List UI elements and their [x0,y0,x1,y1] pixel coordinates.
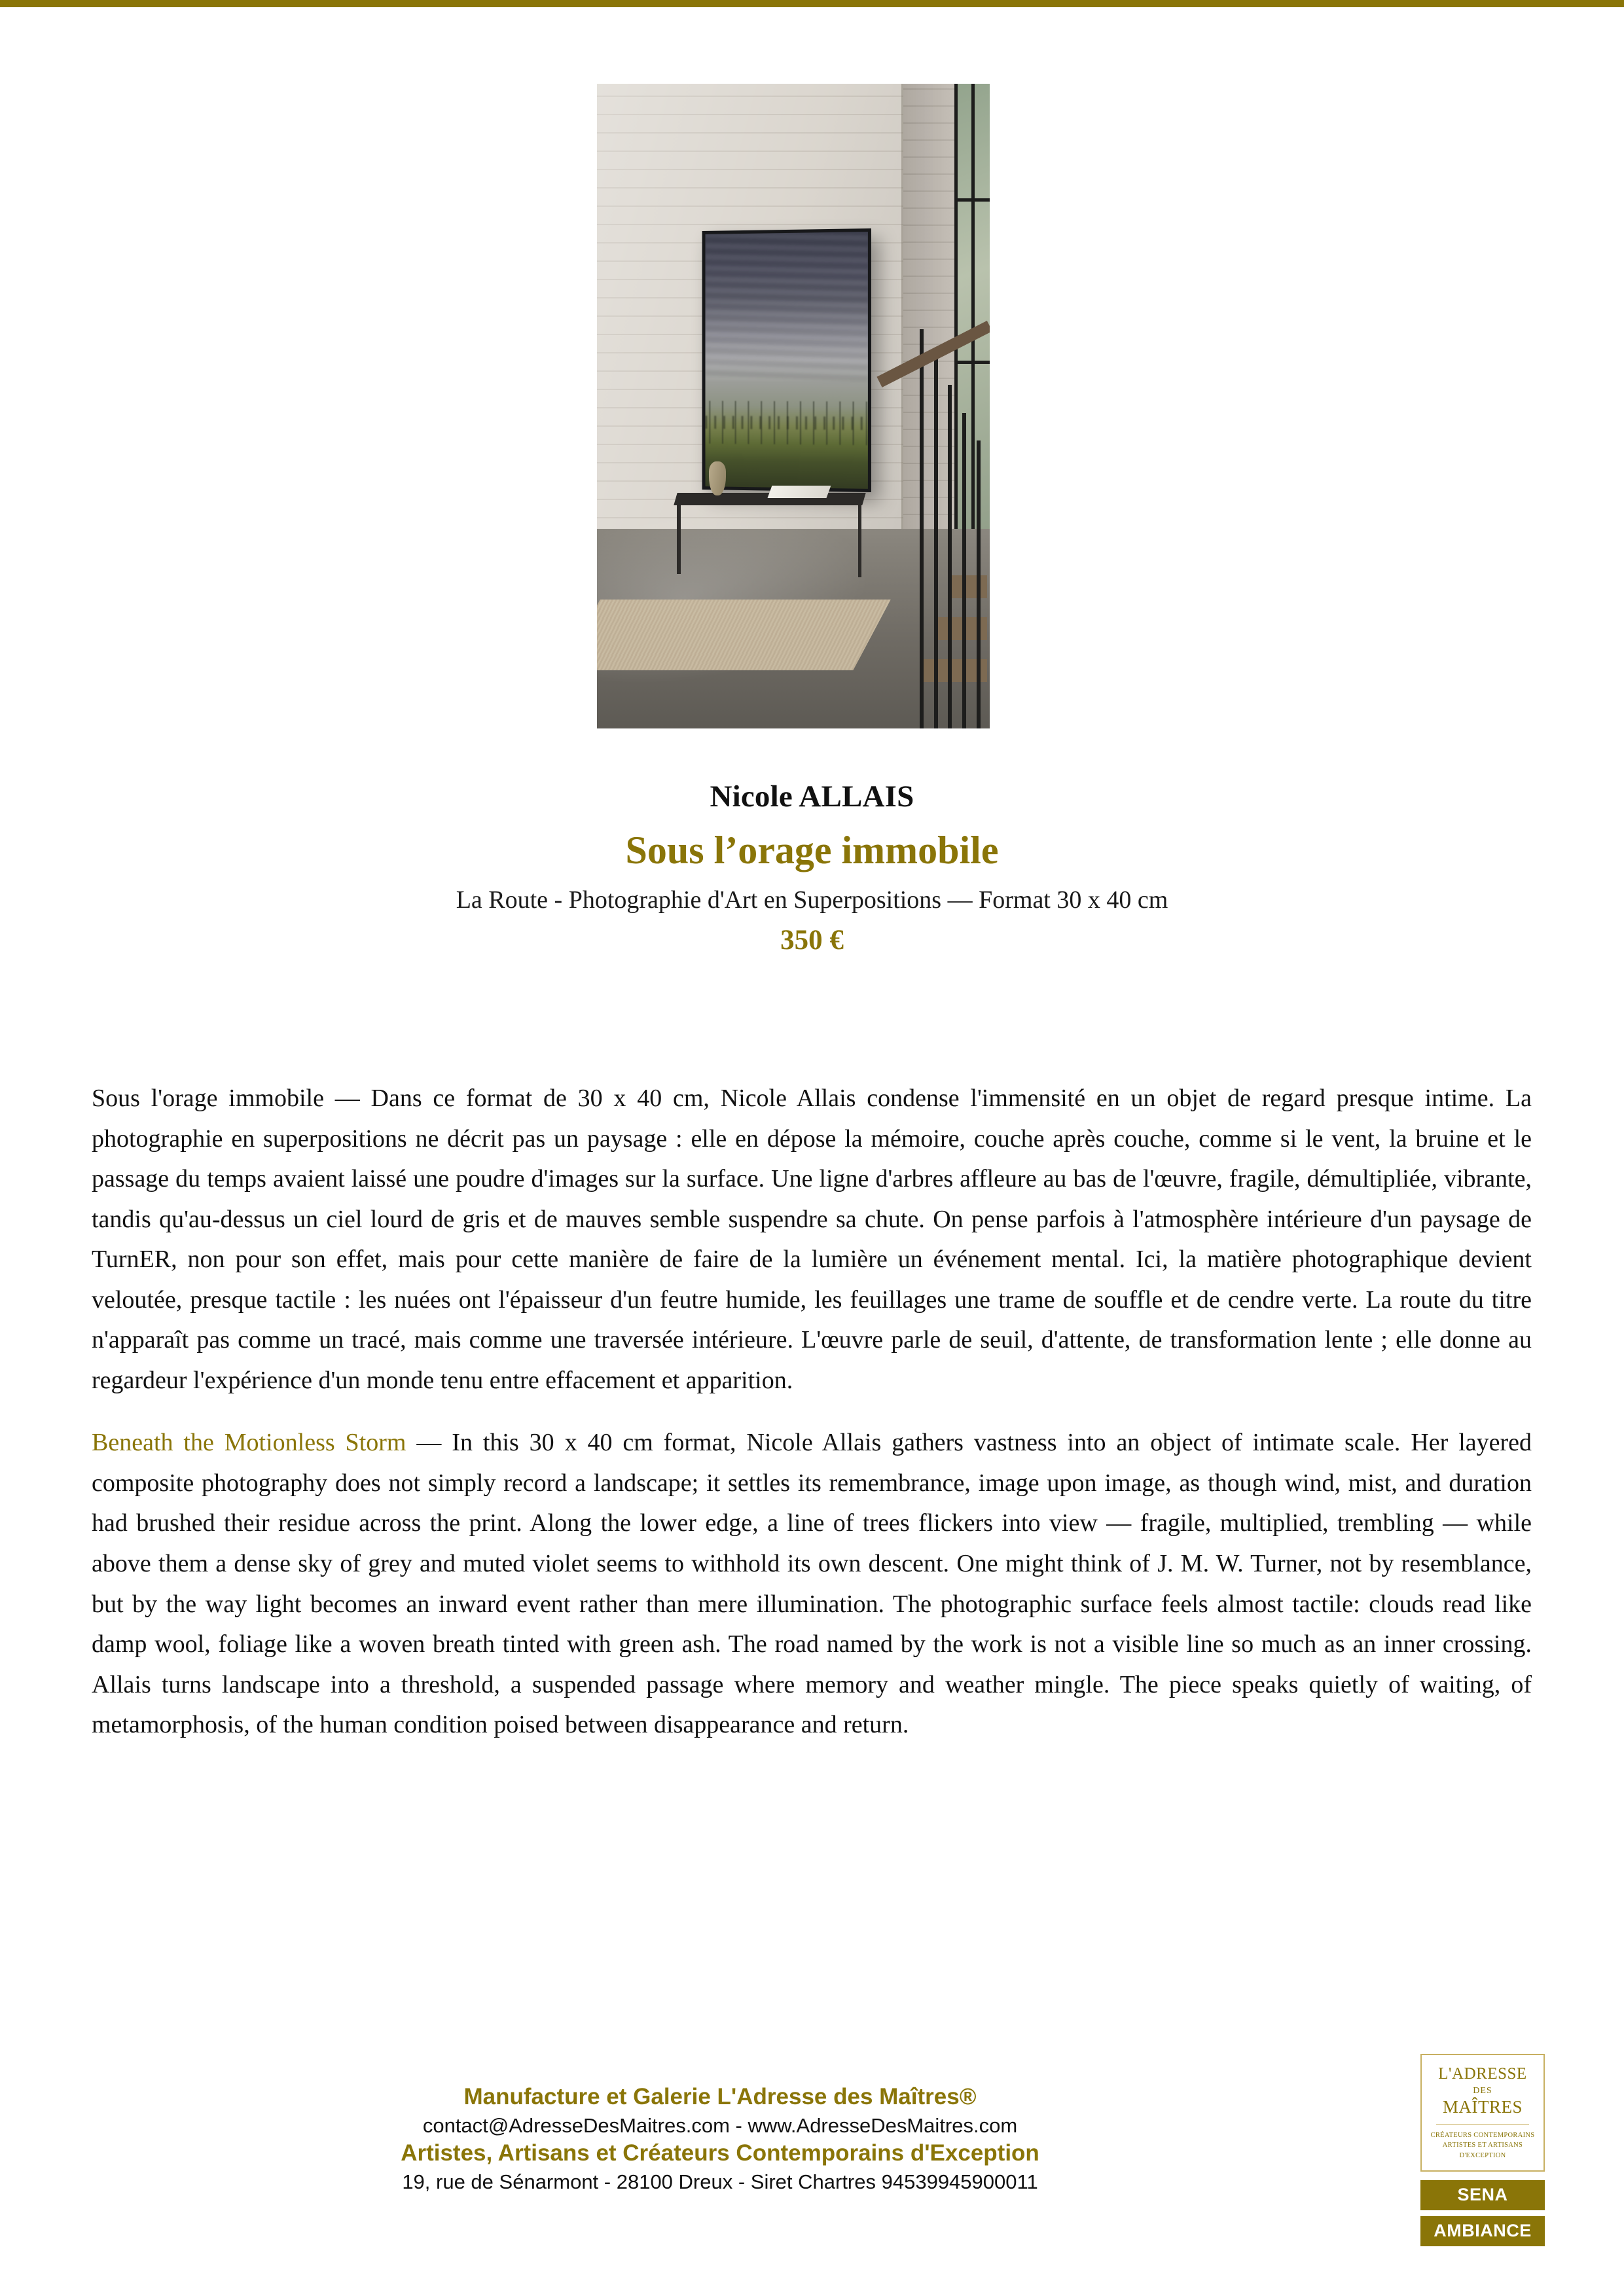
photo-scene [597,84,990,728]
paragraph-french [92,1079,1532,1401]
logo-subtitle-1: CRÉATEURS CONTEMPORAINS [1430,2131,1535,2139]
console-table-leg-left [677,503,680,573]
top-gold-bar [0,0,1624,7]
framed-artwork [702,228,871,492]
logo-subtitle-3: D'EXCEPTION [1459,2152,1506,2160]
french-lead-title: Sous l'orage immobile [92,1085,324,1112]
logo-line-des: DES [1473,2086,1492,2096]
work-price: 350 € [780,925,844,956]
description-body [92,1079,1532,1768]
badge-ambiance: AMBIANCE [1420,2216,1545,2246]
logo-block [1420,2054,1545,2246]
open-book [768,486,831,498]
artist-name: Nicole ALLAIS [710,780,914,814]
artwork-treeline [705,401,867,445]
logo-card [1420,2054,1545,2172]
work-title: Sous l’orage immobile [625,828,999,872]
french-body-text: — Dans ce format de 30 x 40 cm, Nicole Allais condense l'immensité en un objet de regard presque intime. La photographie en superpositions ne décrit pas un paysage : elle en dépose la mémoire, couche après couche, comme si le vent, la bruine et le passage du temps avaient laissé une poudre d'images sur la surface. Une ligne d'arbres affleure au bas de l'œuvre, fragile, démultipliée, vibrante, tandis qu'au-dessus un ciel lourd de gris et de mauves semble suspendre sa chute. On pense parfois à l'atmosphère intérieure d'un paysage de TurnER, non pour son effet, mais pour cette manière de faire de la lumière un événement mental. Ici, la matière photographique devient veloutée, presque tactile : les nuées ont l'épaisseur d'un feutre humide, les feuillages une trame de souffle et de cendre verte. La route du titre n'apparaît pas comme un tracé, mais comme une traversée intérieure. L'œuvre parle de seuil, d'attente, de transformation lente ; elle donne au regardeur l'expérience d'un monde tenu entre effacement et apparition. [92,1085,1532,1394]
logo-divider [1436,2124,1529,2125]
footer-address: 19, rue de Sénarmont - 28100 Dreux - Siret Chartres 94539945900011 [402,2170,1038,2194]
logo-subtitle-2: ARTISTES ET ARTISANS [1442,2142,1523,2149]
paragraph-english [92,1423,1532,1745]
stair-railing [872,264,990,728]
footer-tagline: Artistes, Artisans et Créateurs Contemporains d'Exception [401,2140,1039,2166]
english-body-text: — In this 30 x 40 cm format, Nicole Allais gathers vastness into an object of intimate scale. Her layered composite photography does not simply record a landscape; it settles its remembrance, image upon image, as though wind, mist, and duration had brushed their residue across the print. Along the lower edge, a line of trees flickers into view — fragile, multiplied, trembling — while above them a dense sky of grey and muted violet seems to withhold its own descent. One might think of J. M. W. Turner, not by resemblance, but by the way light becomes an inward event rather than mere illumination. The photographic surface feels almost tactile: clouds read like damp wool, foliage like a woven breath tinted with green ash. The road named by the work is not a visible line so much as an inner crossing. Allais turns landscape into a threshold, a suspended passage where memory and weather mingle. The piece speaks quietly of waiting, of metamorphosis, of the human condition poised between disappearance and return. [92,1429,1532,1739]
artwork-room-photo [597,84,990,728]
wooden-handrail [876,321,990,387]
english-lead-title: Beneath the Motionless Storm [92,1429,406,1457]
console-table-leg-right [858,503,861,577]
footer-contact[interactable]: contact@AdresseDesMaitres.com - www.AdresseDesMaitres.com [422,2113,1018,2137]
artwork-image [705,232,867,489]
title-block [0,780,1624,956]
artwork-sky [705,232,867,381]
footer [0,2083,1440,2196]
woven-rug [597,600,891,670]
footer-company-name: Manufacture et Galerie L'Adresse des Maîtres® [463,2084,977,2109]
logo-line-maitres: MAÎTRES [1442,2097,1523,2117]
work-subtitle: La Route - Photographie d'Art en Superpositions — Format 30 x 40 cm [456,886,1168,914]
logo-line-adresse: L'ADRESSE [1438,2065,1527,2083]
badge-sena: SENA [1420,2180,1545,2210]
